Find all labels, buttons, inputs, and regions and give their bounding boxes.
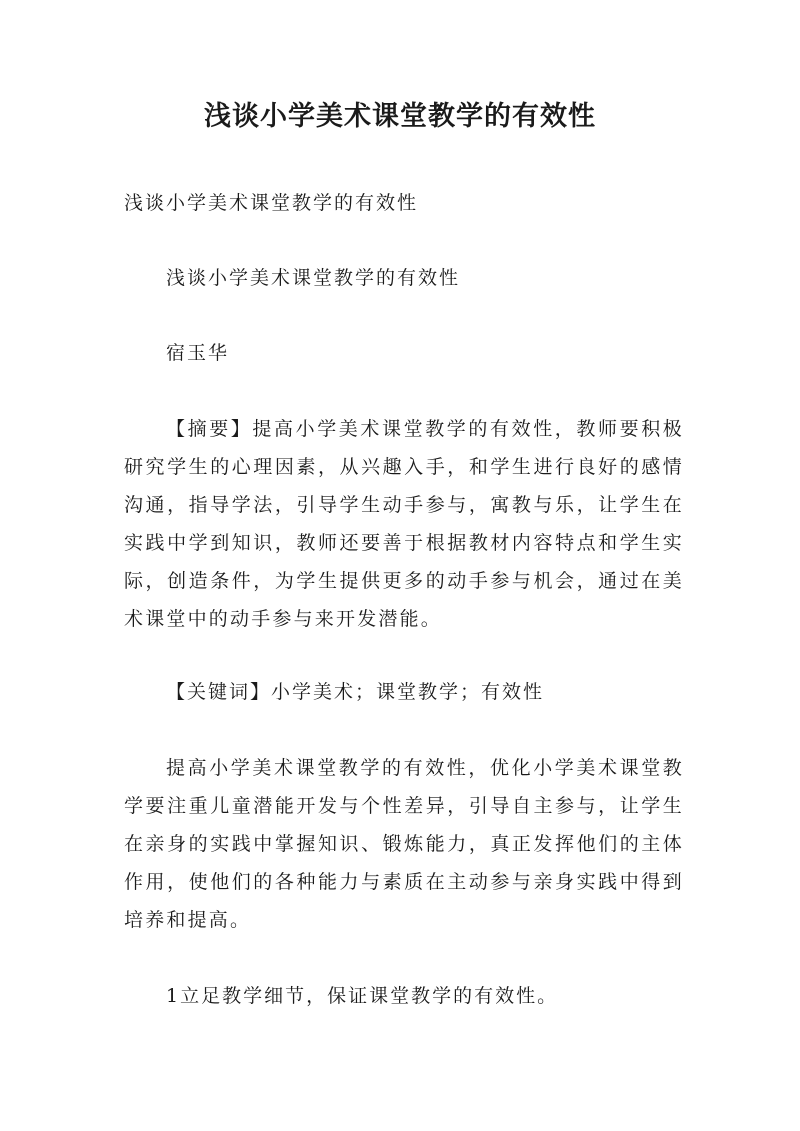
keywords-line: 【关键词】小学美术；课堂教学；有效性 bbox=[166, 681, 545, 703]
body-paragraph: 提高小学美术课堂教学的有效性，优化小学美术课堂教学要注重儿童潜能开发与个性差异，引导自主参与，让学生在亲身的实践中掌握知识、锻炼能力，真正发挥他们的主体作用，使他们的各种能力与素质在主动参与亲身实践中得到培养和提高。 bbox=[124, 757, 684, 931]
section-heading: 1立足教学细节，保证课堂教学的有效性。 bbox=[166, 985, 559, 1007]
subtitle-indented: 浅谈小学美术课堂教学的有效性 bbox=[166, 267, 461, 289]
abstract-paragraph: 【摘要】提高小学美术课堂教学的有效性，教师要积极研究学生的心理因素，从兴趣入手，和学生进行良好的感情沟通，指导学法，引导学生动手参与，寓教与乐，让学生在实践中学到知识，教师还要善于根据教材内容特点和学生实际，创造条件，为学生提供更多的动手参与机会，通过在美术课堂中的动手参与来开发潜能。 bbox=[124, 418, 684, 630]
subtitle-plain: 浅谈小学美术课堂教学的有效性 bbox=[124, 192, 419, 214]
author-name: 宿玉华 bbox=[166, 342, 230, 364]
document-title: 浅谈小学美术课堂教学的有效性 bbox=[204, 101, 596, 132]
